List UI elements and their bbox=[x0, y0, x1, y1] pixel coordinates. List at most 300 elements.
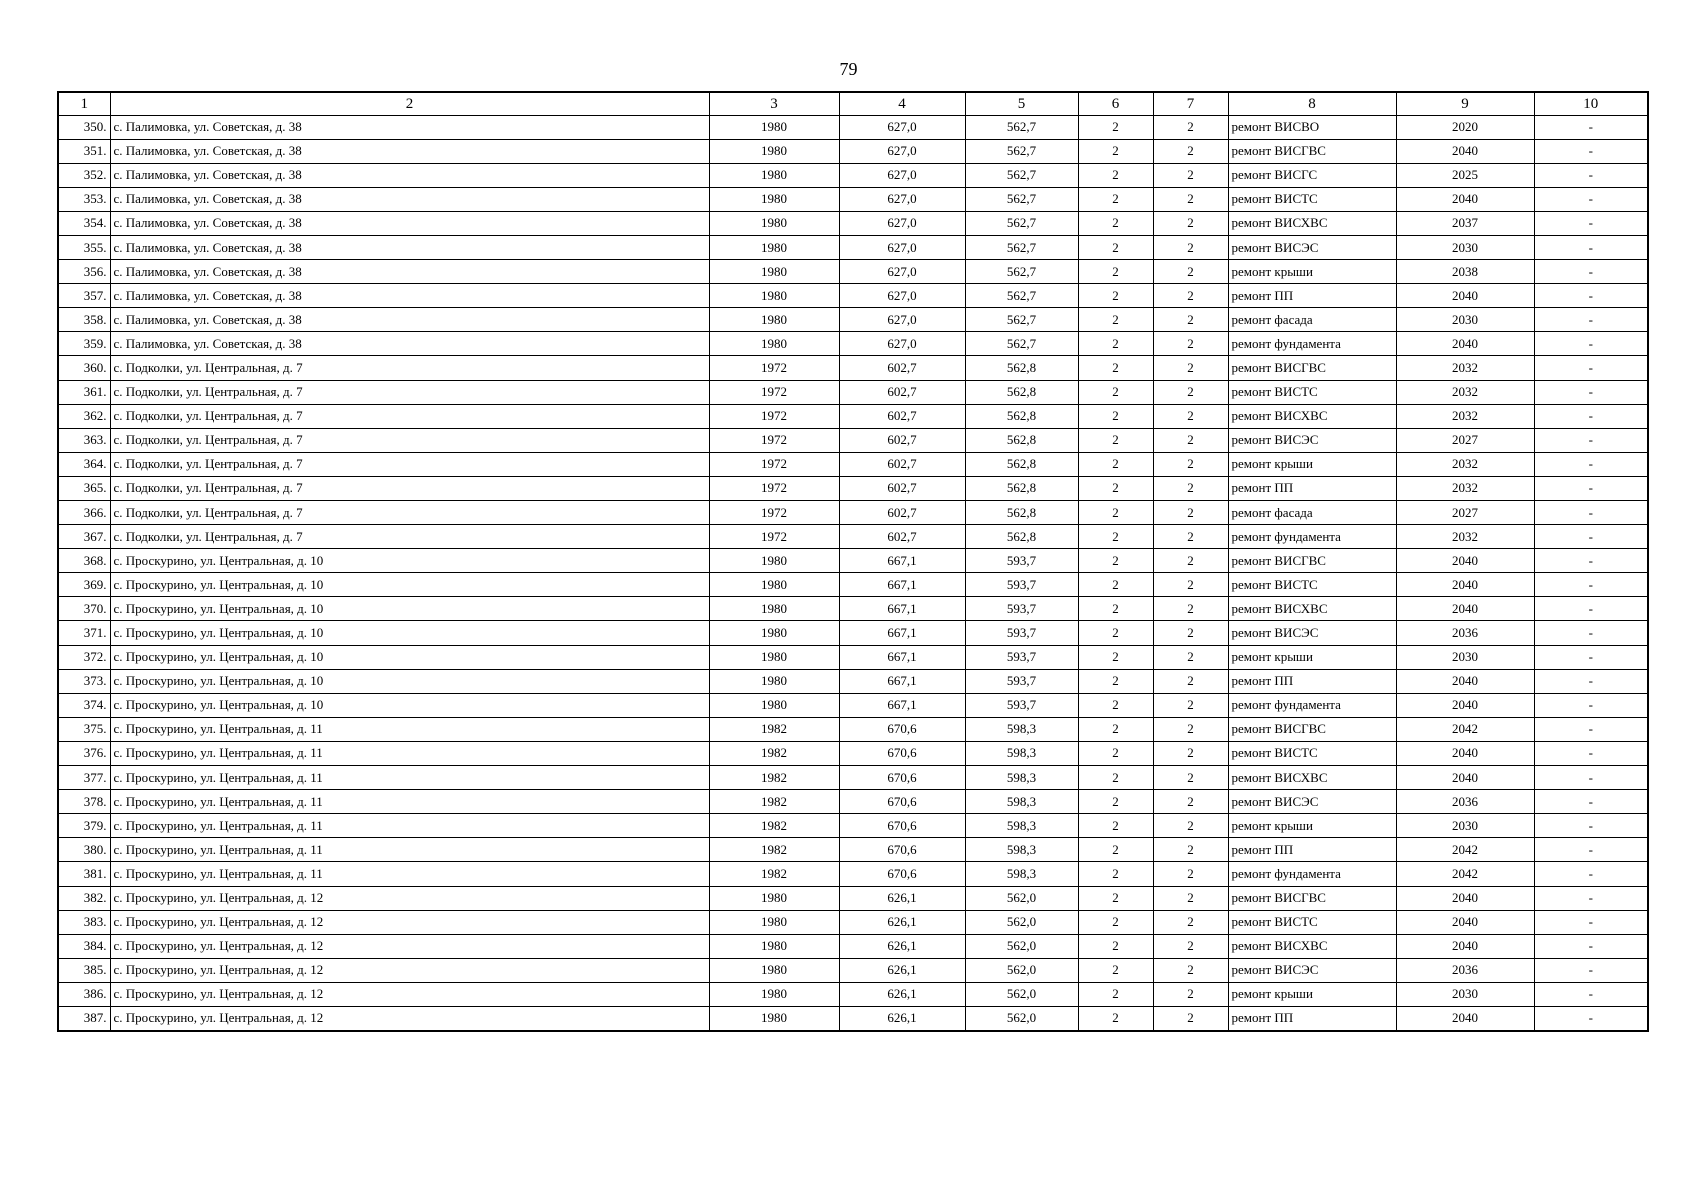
address-cell: с. Палимовка, ул. Советская, д. 38 bbox=[110, 211, 709, 235]
planned-year-cell: 2040 bbox=[1396, 284, 1534, 308]
work-type-cell: ремонт ВИСХВС bbox=[1228, 597, 1396, 621]
table-row bbox=[58, 645, 1648, 669]
entrances-cell: 2 bbox=[1153, 838, 1228, 862]
row-number: 359. bbox=[58, 332, 110, 356]
total-area-cell: 670,6 bbox=[839, 862, 965, 886]
row-number: 382. bbox=[58, 886, 110, 910]
floors-cell: 2 bbox=[1078, 476, 1153, 500]
living-area-cell: 562,7 bbox=[965, 284, 1078, 308]
floors-cell: 2 bbox=[1078, 958, 1153, 982]
living-area-cell: 562,8 bbox=[965, 380, 1078, 404]
table-row bbox=[58, 187, 1648, 211]
planned-year-cell: 2040 bbox=[1396, 1006, 1534, 1030]
total-area-cell: 602,7 bbox=[839, 428, 965, 452]
floors-cell: 2 bbox=[1078, 645, 1153, 669]
entrances-cell: 2 bbox=[1153, 573, 1228, 597]
planned-year-cell: 2030 bbox=[1396, 814, 1534, 838]
note-cell: - bbox=[1534, 766, 1648, 790]
living-area-cell: 598,3 bbox=[965, 741, 1078, 765]
floors-cell: 2 bbox=[1078, 452, 1153, 476]
table-row bbox=[58, 621, 1648, 645]
address-cell: с. Проскурино, ул. Центральная, д. 11 bbox=[110, 766, 709, 790]
table-row bbox=[58, 982, 1648, 1006]
floors-cell: 2 bbox=[1078, 428, 1153, 452]
living-area-cell: 562,8 bbox=[965, 501, 1078, 525]
year-built-cell: 1972 bbox=[709, 356, 839, 380]
year-built-cell: 1980 bbox=[709, 332, 839, 356]
entrances-cell: 2 bbox=[1153, 163, 1228, 187]
work-type-cell: ремонт ВИСГВС bbox=[1228, 886, 1396, 910]
row-number: 386. bbox=[58, 982, 110, 1006]
repair-schedule-table bbox=[57, 91, 1649, 1032]
entrances-cell: 2 bbox=[1153, 260, 1228, 284]
floors-cell: 2 bbox=[1078, 115, 1153, 139]
address-cell: с. Проскурино, ул. Центральная, д. 12 bbox=[110, 958, 709, 982]
note-cell: - bbox=[1534, 332, 1648, 356]
table-row bbox=[58, 332, 1648, 356]
row-number: 387. bbox=[58, 1006, 110, 1030]
year-built-cell: 1980 bbox=[709, 115, 839, 139]
address-cell: с. Палимовка, ул. Советская, д. 38 bbox=[110, 284, 709, 308]
floors-cell: 2 bbox=[1078, 766, 1153, 790]
entrances-cell: 2 bbox=[1153, 693, 1228, 717]
note-cell: - bbox=[1534, 139, 1648, 163]
total-area-cell: 627,0 bbox=[839, 235, 965, 259]
work-type-cell: ремонт ПП bbox=[1228, 476, 1396, 500]
year-built-cell: 1980 bbox=[709, 669, 839, 693]
table-row bbox=[58, 404, 1648, 428]
row-number: 368. bbox=[58, 549, 110, 573]
note-cell: - bbox=[1534, 886, 1648, 910]
row-number: 383. bbox=[58, 910, 110, 934]
planned-year-cell: 2040 bbox=[1396, 766, 1534, 790]
work-type-cell: ремонт ВИСГВС bbox=[1228, 356, 1396, 380]
work-type-cell: ремонт ПП bbox=[1228, 669, 1396, 693]
row-number: 373. bbox=[58, 669, 110, 693]
year-built-cell: 1980 bbox=[709, 187, 839, 211]
living-area-cell: 598,3 bbox=[965, 838, 1078, 862]
column-header-10: 10 bbox=[1534, 92, 1648, 115]
work-type-cell: ремонт ПП bbox=[1228, 1006, 1396, 1030]
total-area-cell: 602,7 bbox=[839, 356, 965, 380]
note-cell: - bbox=[1534, 476, 1648, 500]
floors-cell: 2 bbox=[1078, 525, 1153, 549]
floors-cell: 2 bbox=[1078, 573, 1153, 597]
planned-year-cell: 2036 bbox=[1396, 790, 1534, 814]
work-type-cell: ремонт ПП bbox=[1228, 284, 1396, 308]
total-area-cell: 626,1 bbox=[839, 886, 965, 910]
work-type-cell: ремонт ВИСЭС bbox=[1228, 621, 1396, 645]
page-number: 79 bbox=[839, 59, 858, 79]
table-row bbox=[58, 886, 1648, 910]
table-row bbox=[58, 452, 1648, 476]
address-cell: с. Проскурино, ул. Центральная, д. 10 bbox=[110, 597, 709, 621]
work-type-cell: ремонт ВИСТС bbox=[1228, 910, 1396, 934]
planned-year-cell: 2027 bbox=[1396, 428, 1534, 452]
total-area-cell: 627,0 bbox=[839, 260, 965, 284]
column-header-2: 2 bbox=[110, 92, 709, 115]
table-row bbox=[58, 115, 1648, 139]
address-cell: с. Подколки, ул. Центральная, д. 7 bbox=[110, 404, 709, 428]
row-number: 381. bbox=[58, 862, 110, 886]
year-built-cell: 1980 bbox=[709, 139, 839, 163]
planned-year-cell: 2030 bbox=[1396, 308, 1534, 332]
floors-cell: 2 bbox=[1078, 260, 1153, 284]
table-row bbox=[58, 235, 1648, 259]
planned-year-cell: 2042 bbox=[1396, 862, 1534, 886]
living-area-cell: 593,7 bbox=[965, 597, 1078, 621]
work-type-cell: ремонт ВИСЭС bbox=[1228, 958, 1396, 982]
living-area-cell: 562,0 bbox=[965, 910, 1078, 934]
work-type-cell: ремонт крыши bbox=[1228, 260, 1396, 284]
floors-cell: 2 bbox=[1078, 235, 1153, 259]
note-cell: - bbox=[1534, 814, 1648, 838]
total-area-cell: 626,1 bbox=[839, 934, 965, 958]
floors-cell: 2 bbox=[1078, 139, 1153, 163]
row-number: 360. bbox=[58, 356, 110, 380]
work-type-cell: ремонт ВИСХВС bbox=[1228, 404, 1396, 428]
work-type-cell: ремонт крыши bbox=[1228, 645, 1396, 669]
year-built-cell: 1982 bbox=[709, 814, 839, 838]
planned-year-cell: 2030 bbox=[1396, 982, 1534, 1006]
table-row bbox=[58, 958, 1648, 982]
total-area-cell: 670,6 bbox=[839, 766, 965, 790]
total-area-cell: 602,7 bbox=[839, 525, 965, 549]
row-number: 374. bbox=[58, 693, 110, 717]
work-type-cell: ремонт ВИСЭС bbox=[1228, 235, 1396, 259]
entrances-cell: 2 bbox=[1153, 934, 1228, 958]
planned-year-cell: 2040 bbox=[1396, 187, 1534, 211]
floors-cell: 2 bbox=[1078, 284, 1153, 308]
total-area-cell: 602,7 bbox=[839, 380, 965, 404]
planned-year-cell: 2042 bbox=[1396, 717, 1534, 741]
year-built-cell: 1980 bbox=[709, 211, 839, 235]
living-area-cell: 562,7 bbox=[965, 308, 1078, 332]
table-body bbox=[58, 115, 1648, 1031]
address-cell: с. Подколки, ул. Центральная, д. 7 bbox=[110, 380, 709, 404]
note-cell: - bbox=[1534, 308, 1648, 332]
work-type-cell: ремонт крыши bbox=[1228, 982, 1396, 1006]
address-cell: с. Палимовка, ул. Советская, д. 38 bbox=[110, 308, 709, 332]
table-row bbox=[58, 790, 1648, 814]
entrances-cell: 2 bbox=[1153, 886, 1228, 910]
year-built-cell: 1980 bbox=[709, 645, 839, 669]
row-number: 355. bbox=[58, 235, 110, 259]
living-area-cell: 562,7 bbox=[965, 211, 1078, 235]
floors-cell: 2 bbox=[1078, 693, 1153, 717]
planned-year-cell: 2030 bbox=[1396, 235, 1534, 259]
living-area-cell: 562,0 bbox=[965, 1006, 1078, 1030]
entrances-cell: 2 bbox=[1153, 235, 1228, 259]
table-row bbox=[58, 163, 1648, 187]
note-cell: - bbox=[1534, 404, 1648, 428]
total-area-cell: 627,0 bbox=[839, 139, 965, 163]
address-cell: с. Проскурино, ул. Центральная, д. 12 bbox=[110, 934, 709, 958]
note-cell: - bbox=[1534, 284, 1648, 308]
entrances-cell: 2 bbox=[1153, 308, 1228, 332]
address-cell: с. Проскурино, ул. Центральная, д. 12 bbox=[110, 1006, 709, 1030]
living-area-cell: 562,8 bbox=[965, 525, 1078, 549]
living-area-cell: 562,7 bbox=[965, 332, 1078, 356]
entrances-cell: 2 bbox=[1153, 790, 1228, 814]
planned-year-cell: 2040 bbox=[1396, 573, 1534, 597]
row-number: 353. bbox=[58, 187, 110, 211]
row-number: 380. bbox=[58, 838, 110, 862]
address-cell: с. Подколки, ул. Центральная, д. 7 bbox=[110, 476, 709, 500]
row-number: 362. bbox=[58, 404, 110, 428]
floors-cell: 2 bbox=[1078, 187, 1153, 211]
table-row bbox=[58, 573, 1648, 597]
entrances-cell: 2 bbox=[1153, 982, 1228, 1006]
planned-year-cell: 2040 bbox=[1396, 597, 1534, 621]
living-area-cell: 593,7 bbox=[965, 693, 1078, 717]
year-built-cell: 1972 bbox=[709, 476, 839, 500]
note-cell: - bbox=[1534, 862, 1648, 886]
row-number: 352. bbox=[58, 163, 110, 187]
address-cell: с. Проскурино, ул. Центральная, д. 10 bbox=[110, 645, 709, 669]
year-built-cell: 1980 bbox=[709, 934, 839, 958]
note-cell: - bbox=[1534, 187, 1648, 211]
floors-cell: 2 bbox=[1078, 621, 1153, 645]
total-area-cell: 667,1 bbox=[839, 549, 965, 573]
floors-cell: 2 bbox=[1078, 308, 1153, 332]
entrances-cell: 2 bbox=[1153, 332, 1228, 356]
note-cell: - bbox=[1534, 452, 1648, 476]
floors-cell: 2 bbox=[1078, 669, 1153, 693]
note-cell: - bbox=[1534, 597, 1648, 621]
total-area-cell: 670,6 bbox=[839, 838, 965, 862]
row-number: 366. bbox=[58, 501, 110, 525]
column-header-4: 4 bbox=[839, 92, 965, 115]
address-cell: с. Палимовка, ул. Советская, д. 38 bbox=[110, 187, 709, 211]
column-header-3: 3 bbox=[709, 92, 839, 115]
year-built-cell: 1980 bbox=[709, 163, 839, 187]
planned-year-cell: 2036 bbox=[1396, 621, 1534, 645]
work-type-cell: ремонт ВИСХВС bbox=[1228, 211, 1396, 235]
planned-year-cell: 2020 bbox=[1396, 115, 1534, 139]
note-cell: - bbox=[1534, 115, 1648, 139]
table-row bbox=[58, 525, 1648, 549]
floors-cell: 2 bbox=[1078, 597, 1153, 621]
note-cell: - bbox=[1534, 717, 1648, 741]
planned-year-cell: 2040 bbox=[1396, 332, 1534, 356]
address-cell: с. Проскурино, ул. Центральная, д. 10 bbox=[110, 621, 709, 645]
total-area-cell: 670,6 bbox=[839, 741, 965, 765]
work-type-cell: ремонт ВИСЭС bbox=[1228, 428, 1396, 452]
note-cell: - bbox=[1534, 211, 1648, 235]
entrances-cell: 2 bbox=[1153, 115, 1228, 139]
note-cell: - bbox=[1534, 741, 1648, 765]
planned-year-cell: 2040 bbox=[1396, 693, 1534, 717]
note-cell: - bbox=[1534, 163, 1648, 187]
column-header-8: 8 bbox=[1228, 92, 1396, 115]
total-area-cell: 667,1 bbox=[839, 645, 965, 669]
note-cell: - bbox=[1534, 1006, 1648, 1030]
living-area-cell: 562,8 bbox=[965, 428, 1078, 452]
row-number: 356. bbox=[58, 260, 110, 284]
floors-cell: 2 bbox=[1078, 717, 1153, 741]
entrances-cell: 2 bbox=[1153, 452, 1228, 476]
total-area-cell: 667,1 bbox=[839, 693, 965, 717]
row-number: 361. bbox=[58, 380, 110, 404]
note-cell: - bbox=[1534, 549, 1648, 573]
row-number: 357. bbox=[58, 284, 110, 308]
row-number: 376. bbox=[58, 741, 110, 765]
total-area-cell: 627,0 bbox=[839, 332, 965, 356]
floors-cell: 2 bbox=[1078, 211, 1153, 235]
note-cell: - bbox=[1534, 910, 1648, 934]
total-area-cell: 667,1 bbox=[839, 621, 965, 645]
work-type-cell: ремонт фасада bbox=[1228, 308, 1396, 332]
table-row bbox=[58, 308, 1648, 332]
entrances-cell: 2 bbox=[1153, 910, 1228, 934]
year-built-cell: 1980 bbox=[709, 284, 839, 308]
note-cell: - bbox=[1534, 235, 1648, 259]
address-cell: с. Палимовка, ул. Советская, д. 38 bbox=[110, 139, 709, 163]
table-row bbox=[58, 934, 1648, 958]
work-type-cell: ремонт ВИСТС bbox=[1228, 741, 1396, 765]
entrances-cell: 2 bbox=[1153, 549, 1228, 573]
living-area-cell: 598,3 bbox=[965, 766, 1078, 790]
address-cell: с. Проскурино, ул. Центральная, д. 11 bbox=[110, 717, 709, 741]
year-built-cell: 1972 bbox=[709, 501, 839, 525]
address-cell: с. Проскурино, ул. Центральная, д. 12 bbox=[110, 910, 709, 934]
work-type-cell: ремонт ВИСВО bbox=[1228, 115, 1396, 139]
planned-year-cell: 2037 bbox=[1396, 211, 1534, 235]
work-type-cell: ремонт фундамента bbox=[1228, 862, 1396, 886]
address-cell: с. Подколки, ул. Центральная, д. 7 bbox=[110, 501, 709, 525]
row-number: 384. bbox=[58, 934, 110, 958]
address-cell: с. Подколки, ул. Центральная, д. 7 bbox=[110, 356, 709, 380]
year-built-cell: 1980 bbox=[709, 235, 839, 259]
address-cell: с. Палимовка, ул. Советская, д. 38 bbox=[110, 235, 709, 259]
living-area-cell: 562,7 bbox=[965, 260, 1078, 284]
year-built-cell: 1980 bbox=[709, 1006, 839, 1030]
entrances-cell: 2 bbox=[1153, 1006, 1228, 1030]
address-cell: с. Проскурино, ул. Центральная, д. 11 bbox=[110, 790, 709, 814]
entrances-cell: 2 bbox=[1153, 476, 1228, 500]
entrances-cell: 2 bbox=[1153, 380, 1228, 404]
table-row bbox=[58, 838, 1648, 862]
floors-cell: 2 bbox=[1078, 163, 1153, 187]
year-built-cell: 1980 bbox=[709, 886, 839, 910]
note-cell: - bbox=[1534, 573, 1648, 597]
address-cell: с. Палимовка, ул. Советская, д. 38 bbox=[110, 260, 709, 284]
table-row bbox=[58, 862, 1648, 886]
table-row bbox=[58, 669, 1648, 693]
row-number: 378. bbox=[58, 790, 110, 814]
living-area-cell: 562,7 bbox=[965, 187, 1078, 211]
living-area-cell: 593,7 bbox=[965, 621, 1078, 645]
total-area-cell: 602,7 bbox=[839, 501, 965, 525]
column-header-7: 7 bbox=[1153, 92, 1228, 115]
floors-cell: 2 bbox=[1078, 332, 1153, 356]
note-cell: - bbox=[1534, 260, 1648, 284]
year-built-cell: 1982 bbox=[709, 838, 839, 862]
total-area-cell: 670,6 bbox=[839, 790, 965, 814]
address-cell: с. Проскурино, ул. Центральная, д. 12 bbox=[110, 982, 709, 1006]
total-area-cell: 627,0 bbox=[839, 284, 965, 308]
address-cell: с. Палимовка, ул. Советская, д. 38 bbox=[110, 332, 709, 356]
year-built-cell: 1980 bbox=[709, 621, 839, 645]
column-header-6: 6 bbox=[1078, 92, 1153, 115]
planned-year-cell: 2025 bbox=[1396, 163, 1534, 187]
entrances-cell: 2 bbox=[1153, 525, 1228, 549]
floors-cell: 2 bbox=[1078, 549, 1153, 573]
floors-cell: 2 bbox=[1078, 910, 1153, 934]
note-cell: - bbox=[1534, 428, 1648, 452]
planned-year-cell: 2040 bbox=[1396, 886, 1534, 910]
total-area-cell: 667,1 bbox=[839, 597, 965, 621]
work-type-cell: ремонт ВИСТС bbox=[1228, 573, 1396, 597]
year-built-cell: 1980 bbox=[709, 597, 839, 621]
table-row bbox=[58, 549, 1648, 573]
note-cell: - bbox=[1534, 380, 1648, 404]
floors-cell: 2 bbox=[1078, 741, 1153, 765]
row-number: 350. bbox=[58, 115, 110, 139]
planned-year-cell: 2032 bbox=[1396, 404, 1534, 428]
total-area-cell: 626,1 bbox=[839, 958, 965, 982]
row-number: 351. bbox=[58, 139, 110, 163]
work-type-cell: ремонт ВИСХВС bbox=[1228, 934, 1396, 958]
note-cell: - bbox=[1534, 525, 1648, 549]
planned-year-cell: 2030 bbox=[1396, 645, 1534, 669]
planned-year-cell: 2032 bbox=[1396, 356, 1534, 380]
table-row bbox=[58, 284, 1648, 308]
total-area-cell: 670,6 bbox=[839, 814, 965, 838]
table-row bbox=[58, 766, 1648, 790]
living-area-cell: 593,7 bbox=[965, 573, 1078, 597]
table-row bbox=[58, 741, 1648, 765]
living-area-cell: 562,0 bbox=[965, 934, 1078, 958]
address-cell: с. Проскурино, ул. Центральная, д. 11 bbox=[110, 862, 709, 886]
floors-cell: 2 bbox=[1078, 380, 1153, 404]
address-cell: с. Подколки, ул. Центральная, д. 7 bbox=[110, 452, 709, 476]
table-row bbox=[58, 814, 1648, 838]
living-area-cell: 593,7 bbox=[965, 549, 1078, 573]
total-area-cell: 602,7 bbox=[839, 404, 965, 428]
note-cell: - bbox=[1534, 645, 1648, 669]
year-built-cell: 1980 bbox=[709, 958, 839, 982]
address-cell: с. Проскурино, ул. Центральная, д. 10 bbox=[110, 573, 709, 597]
address-cell: с. Проскурино, ул. Центральная, д. 12 bbox=[110, 886, 709, 910]
table-row bbox=[58, 597, 1648, 621]
living-area-cell: 598,3 bbox=[965, 862, 1078, 886]
year-built-cell: 1980 bbox=[709, 549, 839, 573]
address-cell: с. Подколки, ул. Центральная, д. 7 bbox=[110, 428, 709, 452]
total-area-cell: 627,0 bbox=[839, 187, 965, 211]
note-cell: - bbox=[1534, 356, 1648, 380]
address-cell: с. Проскурино, ул. Центральная, д. 11 bbox=[110, 814, 709, 838]
note-cell: - bbox=[1534, 958, 1648, 982]
row-number: 377. bbox=[58, 766, 110, 790]
table-row bbox=[58, 501, 1648, 525]
living-area-cell: 562,7 bbox=[965, 115, 1078, 139]
entrances-cell: 2 bbox=[1153, 621, 1228, 645]
address-cell: с. Подколки, ул. Центральная, д. 7 bbox=[110, 525, 709, 549]
living-area-cell: 598,3 bbox=[965, 814, 1078, 838]
work-type-cell: ремонт ВИСТС bbox=[1228, 187, 1396, 211]
floors-cell: 2 bbox=[1078, 934, 1153, 958]
living-area-cell: 562,7 bbox=[965, 235, 1078, 259]
table-row bbox=[58, 717, 1648, 741]
table-row bbox=[58, 356, 1648, 380]
total-area-cell: 602,7 bbox=[839, 476, 965, 500]
entrances-cell: 2 bbox=[1153, 958, 1228, 982]
planned-year-cell: 2032 bbox=[1396, 380, 1534, 404]
work-type-cell: ремонт ПП bbox=[1228, 838, 1396, 862]
work-type-cell: ремонт фасада bbox=[1228, 501, 1396, 525]
